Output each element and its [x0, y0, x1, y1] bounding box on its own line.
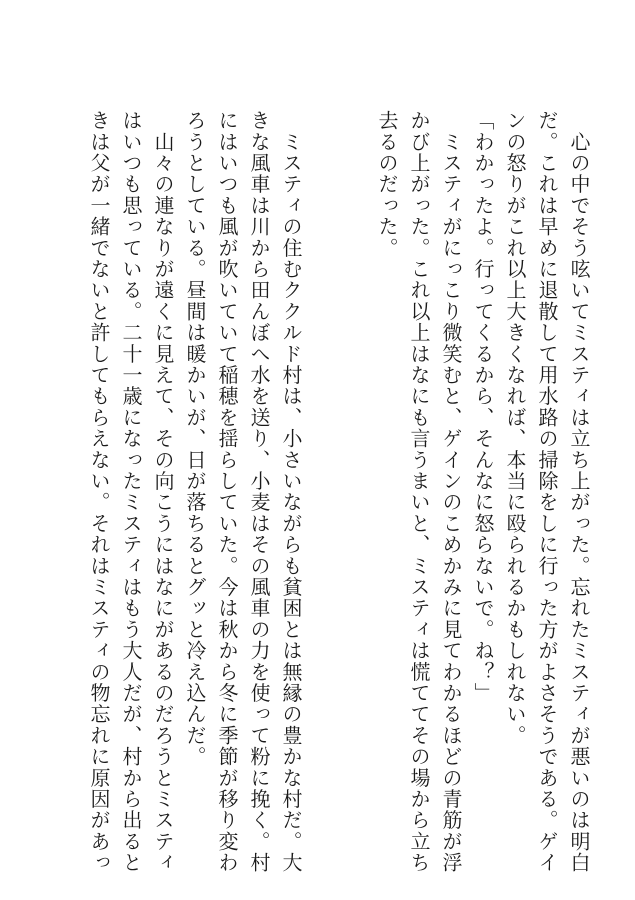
section-gap [339, 110, 371, 800]
text-line-12: にはいつも風が吹いていて稲穂を揺らしていた。今は秋から冬に季節が移り変わ [215, 110, 239, 874]
text-line-5: ミスティがにっこり微笑むと、ゲインのこめかみに見てわかるほどの青筋が浮 [439, 110, 463, 874]
text-line-15: はいつも思っている。二十一歳になったミスティはもう大人だが、村から出ると [119, 110, 143, 874]
text-line-7: 去るのだった。 [375, 110, 399, 259]
vertical-text-body [83, 110, 595, 874]
text-line-3: ンの怒りがこれ以上大きくなれば、本当に殴られるかもしれない。 [503, 110, 527, 746]
text-line-6: かび上がった。これ以上はなにも言うまいと、ミスティは慌ててその場から立ち [407, 110, 431, 874]
text-line-11: きな風車は川から田んぼへ水を送り、小麦はその風車の力を使って粉に挽く。村 [247, 110, 271, 874]
text-line-14: 山々の連なりが遠くに見えて、その向こうにはなにがあるのだろうとミスティ [151, 110, 175, 874]
section-gap [307, 110, 339, 800]
text-line-2: だ。これは早めに退散して用水路の掃除をしに行った方がよさそうである。ゲイ [535, 110, 559, 874]
text-line-16: きは父が一緒でないと許してもらえない。それはミスティの物忘れに原因があっ [87, 110, 111, 874]
text-line-10: ミスティの住むククルド村は、小さいながらも貧困とは無縁の豊かな村だ。大 [279, 110, 303, 874]
text-line-13: ろうとしている。昼間は暖かいが、日が落ちるとグッと冷え込んだ。 [183, 110, 207, 768]
text-line-4: 「わかったよ。行ってくるから、そんなに怒らないで。ね？」 [471, 110, 495, 704]
text-line-1: 心の中でそう呟いてミスティは立ち上がった。忘れたミスティが悪いのは明白 [567, 110, 591, 874]
